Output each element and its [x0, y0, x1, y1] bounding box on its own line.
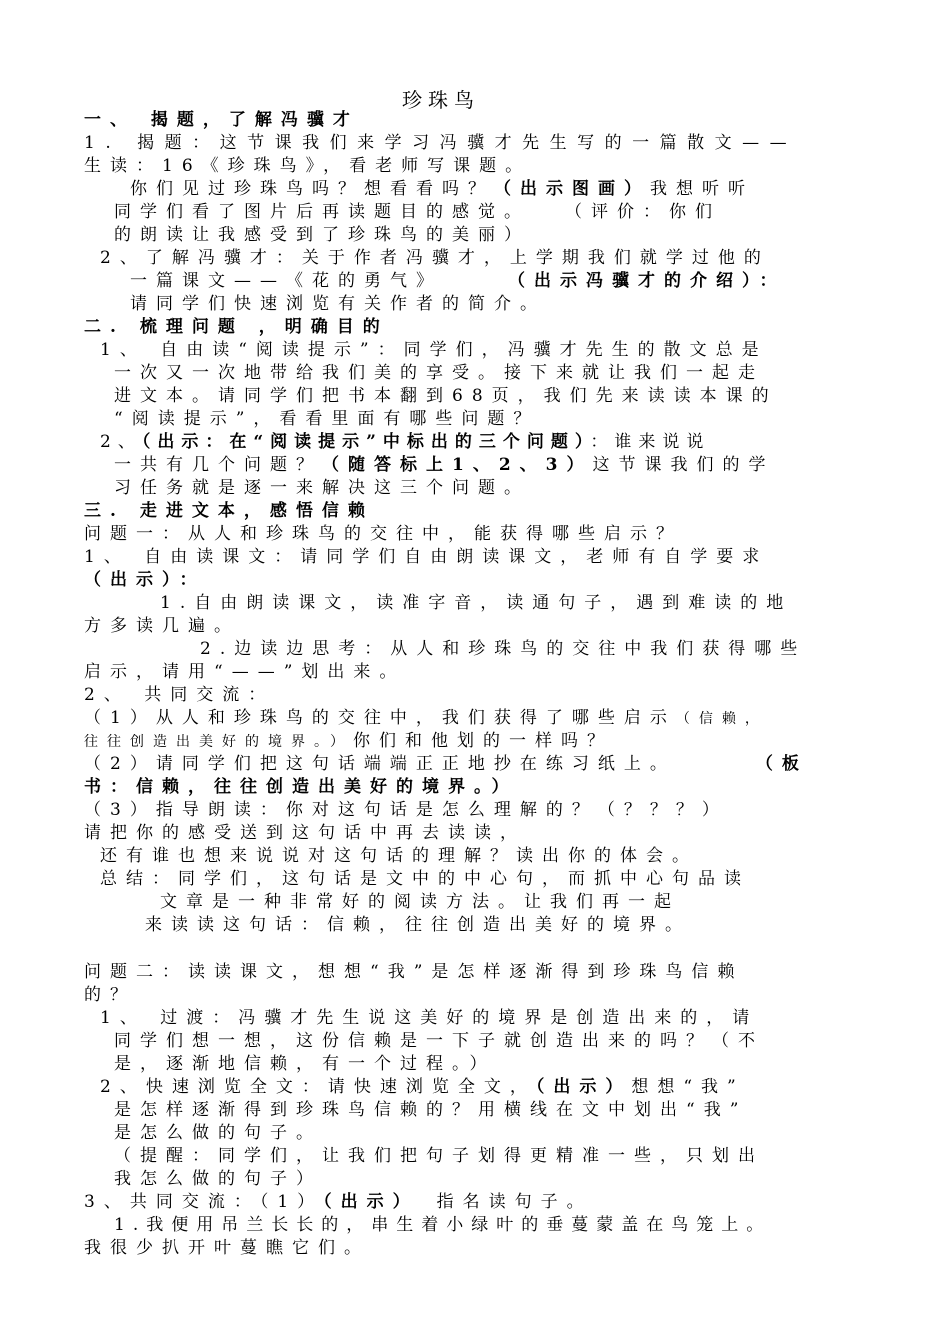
- paragraph-line: 2、了解冯骥才：关于作者冯骥才，上学期我们就学过他的: [100, 248, 770, 268]
- paragraph-line: （提醒：同学们，让我们把句子划得更精准一些，只划出: [114, 1146, 764, 1166]
- text-run: 3、共同交流：（1）: [84, 1192, 324, 1212]
- text-run: （2）请同学们把这句话端端正正地抄在练习纸上。: [84, 754, 676, 774]
- text-run: 这节课我们的学: [592, 455, 775, 475]
- paragraph-line: 还有谁也想来说说对这句话的理解？读出你的体会。: [100, 846, 698, 866]
- paragraph-line: 同学们看了图片后再读题目的感觉。 （评价：你们: [114, 202, 721, 222]
- text-run: 你们和他划的一样吗？: [353, 731, 613, 751]
- paragraph-line: 书：信赖，往往创造出美好的境界。）: [84, 777, 518, 797]
- paragraph-line: [130, 271, 786, 291]
- paragraph-line: [84, 708, 768, 729]
- text-run: 我想听听: [650, 179, 754, 199]
- paragraph-line: 我很少扒开叶蔓瞧它们。: [84, 1238, 370, 1258]
- paragraph-line: 1. 揭题：这节课我们来学习冯骥才先生写的一篇散文——: [84, 133, 798, 153]
- paragraph-line: [114, 455, 775, 475]
- paragraph-line: （3）指导朗读：你对这句话是怎么理解的？（？？？）: [84, 800, 728, 820]
- bold-run: （出示图画）: [494, 179, 650, 199]
- paragraph-line: 来读读这句话：信赖，往往创造出美好的境界。: [145, 915, 691, 935]
- paragraph-line: 请把你的感受送到这句话中再去读读，: [84, 823, 526, 843]
- text-run: 你们见过珍珠鸟吗？想看看吗？: [130, 179, 494, 199]
- paragraph-line: 进文本。请同学们把书本翻到68页，我们先来读读本课的: [114, 386, 778, 406]
- paragraph-line: （出示）：: [84, 570, 206, 590]
- paragraph-line: 问题一：从人和珍珠鸟的交往中，能获得哪些启示？: [84, 524, 682, 544]
- paragraph-line: [100, 1077, 745, 1097]
- paragraph-line: 请同学们快速浏览有关作者的简介。: [130, 294, 546, 314]
- paragraph-line: [100, 432, 710, 452]
- section-heading-2: 二. 梳理问题 ，明确目的: [84, 317, 389, 337]
- paragraph-line: 启示，请用“——”划出来。: [84, 662, 406, 682]
- text-run: ：谁来说说: [590, 432, 711, 452]
- paragraph-line: 1、 自由读课文：请同学们自由朗读课文，老师有自学要求: [84, 547, 769, 567]
- bold-run: （出示冯骥才的介绍）：: [508, 271, 786, 291]
- paragraph-line: 2、 共同交流：: [84, 685, 275, 705]
- paragraph-line: [84, 1192, 593, 1212]
- paragraph-line: 是怎样逐渐得到珍珠鸟信赖的？用横线在文中划出“我”: [114, 1100, 748, 1120]
- paragraph-line: 习任务就是逐一来解决这三个问题。: [114, 478, 530, 498]
- paragraph-line: [84, 754, 808, 774]
- paragraph-line: 文章是一种非常好的阅读方法。让我们再一起: [160, 892, 680, 912]
- paragraph-line: 1、 过渡：冯骥才先生说这美好的境界是创造出来的，请: [100, 1008, 759, 1028]
- paragraph-line: 的朗读让我感受到了珍珠鸟的美丽）: [114, 225, 530, 245]
- paragraph-line: 1、 自由读“阅读提示”：同学们，冯骥才先生的散文总是: [100, 340, 768, 360]
- paragraph-line: 同学们想一想，这份信赖是一下子就创造出来的吗？（不: [114, 1031, 764, 1051]
- bold-run: （出示：在“阅读提示”中标出的三个问题）: [141, 432, 591, 452]
- bold-run: （随答标上1、2、3）: [322, 455, 593, 475]
- text-run: 一共有几个问题？: [114, 455, 322, 475]
- text-run: （1）从人和珍珠鸟的交往中，我们获得了哪些启示: [84, 708, 676, 728]
- bold-run: （出示）: [535, 1077, 632, 1097]
- paragraph-line: 总结：同学们，这句话是文中的中心句，而抓中心句品读: [100, 869, 750, 889]
- paragraph-line: [130, 179, 754, 199]
- paragraph-line: [84, 731, 613, 752]
- text-run: （信赖，: [675, 711, 768, 727]
- bold-run: （出示）: [323, 1192, 419, 1212]
- paragraph-line: 的？: [84, 985, 136, 1005]
- paragraph-line: 1.自由朗读课文，读准字音，读通句子，遇到难读的地: [160, 593, 793, 613]
- paragraph-line: 我怎么做的句子）: [114, 1169, 322, 1189]
- text-run: 2、: [100, 432, 142, 452]
- bold-run: （板: [755, 754, 808, 774]
- paragraph-line: 2.边读边思考：从人和珍珠鸟的交往中我们获得哪些: [200, 639, 807, 659]
- text-run: 想想“我”: [631, 1077, 745, 1097]
- text-run: 2、快速浏览全文：请快速浏览全文，: [100, 1077, 536, 1097]
- paragraph-line: 是，逐渐地信赖，有一个过程。）: [114, 1054, 496, 1074]
- text-run: 往往创造出美好的境界。）: [84, 734, 353, 750]
- document-title: 珍珠鸟: [402, 88, 480, 112]
- paragraph-line: 是怎么做的句子。: [114, 1123, 322, 1143]
- text-run: 指名读句子。: [436, 1192, 593, 1212]
- paragraph-line: 1.我便用吊兰长长的，串生着小绿叶的垂蔓蒙盖在鸟笼上。: [114, 1215, 772, 1235]
- paragraph-line: 问题二：读读课文，想想“我”是怎样逐渐得到珍珠鸟信赖: [84, 962, 744, 982]
- paragraph-line: 方多读几遍。: [84, 616, 240, 636]
- section-heading-1: 一、 揭题，了解冯骥才: [84, 110, 359, 130]
- paragraph-line: 一次又一次地带给我们美的享受。接下来就让我们一起走: [114, 363, 764, 383]
- section-heading-3: 三. 走进文本，感悟信赖: [84, 501, 374, 521]
- text-run: 一篇课文——《花的勇气》: [130, 271, 442, 291]
- paragraph-line: 生读：16《珍珠鸟》，看老师写课题。: [84, 156, 532, 176]
- paragraph-line: “阅读提示”，看看里面有哪些问题？: [114, 409, 540, 429]
